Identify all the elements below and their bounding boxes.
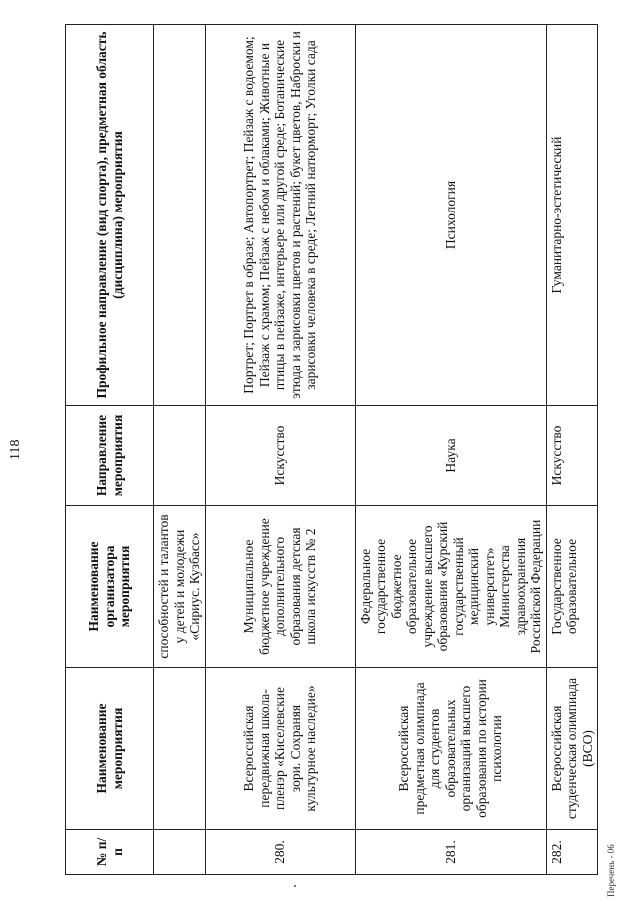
cell-direction: Искусство [546, 406, 598, 506]
table-row [154, 25, 206, 875]
cell-profile [154, 25, 206, 406]
cell-name [154, 668, 206, 830]
cell-direction: Наука [355, 406, 546, 506]
header-direction: Направление мероприятия [66, 406, 154, 506]
header-organizer: Наименование организатора мероприятия [66, 506, 154, 668]
table-header-row [66, 25, 154, 875]
cell-name: Всероссийская предметная олимпиада для студентов образовательных организаций высшего образования по истории психологии [355, 668, 546, 830]
table-row [355, 25, 546, 875]
cell-direction: Искусство [205, 406, 355, 506]
cell-name: Всероссийская передвижная школа-пленэр «Киселевские зори. Сохраняя культурное наследие» [205, 668, 355, 830]
page-number: 118 [8, 439, 23, 460]
table-row [546, 25, 598, 875]
events-table [65, 24, 598, 875]
cell-profile: Портрет; Портрет в образе; Автопортрет; Пейзаж с водоемом; Пейзаж с храмом; Пейзаж с небом и облаками; Животные и птицы в пейзаже, интерьере или другой среде; Ботанические этюда и зарисовки цветов и растений; букет цветов, Наброски и зарисовки человека в среде; Летний натюрморт; Уголки сада [205, 25, 355, 406]
cell-num: 280. [205, 830, 355, 875]
cell-organizer: Муниципальное бюджетное учреждение дополнительного образования детская школа искусств № 2 [205, 506, 355, 668]
cell-num: 282. [546, 830, 598, 875]
cell-name: Всероссийская студенческая олимпиада (ВСО) [546, 668, 598, 830]
cell-organizer: способностей и талантов у детей и молодежи «Сириус. Кузбасс» [154, 506, 206, 668]
cell-organizer: Федеральное государственное бюджетное образовательное учреждение высшего образования «Курский государственный медицинский университет» Министерства здравоохранения Российской Федерации [355, 506, 546, 668]
header-name: Наименование мероприятия [66, 668, 154, 830]
cell-profile: Психология [355, 25, 546, 406]
cell-num [154, 830, 206, 875]
cell-direction [154, 406, 206, 506]
cell-organizer: Государственное образовательное [546, 506, 598, 668]
cell-profile: Гуманитарно-эстетический [546, 25, 598, 406]
table-row [205, 25, 355, 875]
cell-num: 281. [355, 830, 546, 875]
footer-label: Перечень - 06 [606, 844, 616, 897]
header-num: № п/п [66, 830, 154, 875]
header-profile: Профильное направление (вид спорта), предметная область (дисциплина) мероприятия [66, 25, 154, 406]
scan-speck [294, 885, 296, 887]
